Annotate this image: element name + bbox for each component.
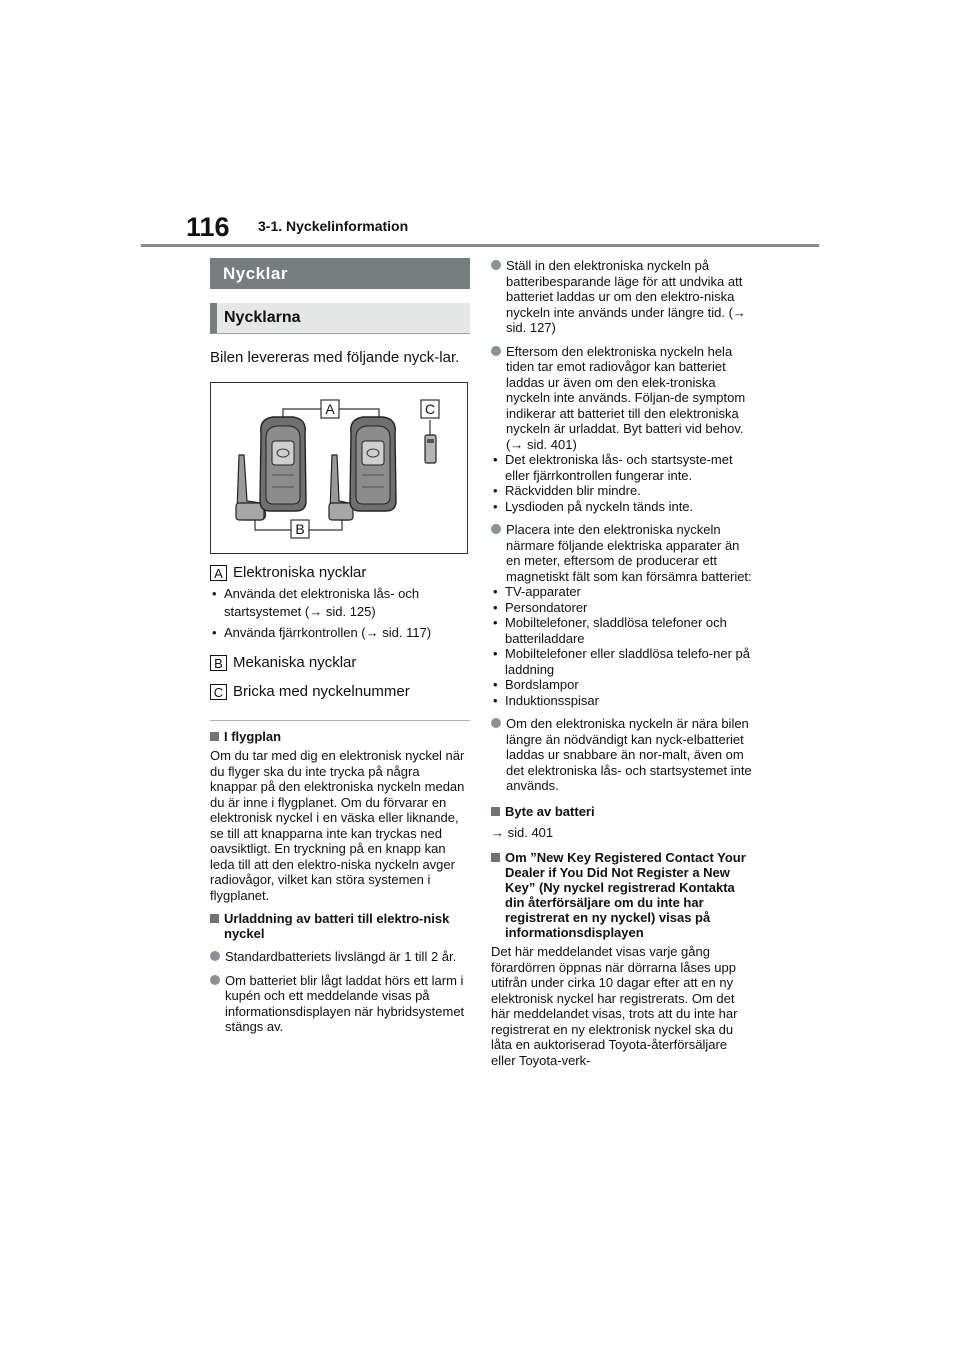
newkey-text: Det här meddelandet visas varje gång förardörren öppnas när dörrarna låses upp utifrån under cirka 10 dagar efter att en ny elektronisk nyckel har registrerats. Om det här meddelandet visas, trots att du inte har registrerat en ny elektronisk nyckel ska du låta en auktoriserad Toyota-återförsäljare eller Toyota-verk- xyxy=(491,944,738,1068)
circle-bullet-icon xyxy=(491,524,501,534)
electronic-key-left xyxy=(260,417,306,511)
label-b xyxy=(291,520,309,538)
legend-letter-c: C xyxy=(210,684,227,700)
circle-bullet-icon xyxy=(491,346,501,356)
square-bullet-icon xyxy=(491,807,500,816)
legend-b xyxy=(210,654,470,671)
key-number-plate xyxy=(425,435,436,463)
electronic-key-right xyxy=(350,417,396,511)
list-item: • Använda det elektroniska lås- och startsystemet (→ sid. 125) xyxy=(210,585,470,621)
list-item: • Persondatorer xyxy=(491,600,753,616)
list-item: • Mobiltelefoner eller sladdlösa telefo-ner på laddning xyxy=(491,646,753,677)
byte-heading: Byte av batteri xyxy=(491,804,753,819)
list-item: Om batteriet blir lågt laddat hörs ett larm i kupén och ett meddelande visas på informationsdisplayen när hybridsystemet stängs av. xyxy=(210,973,470,1035)
list-item: • Bordslampor xyxy=(491,677,753,693)
circle-bullet-icon xyxy=(491,260,501,270)
intro-text: Bilen levereras med följande nyck-lar. xyxy=(210,349,460,366)
circle-bullet-icon xyxy=(210,951,220,961)
square-bullet-icon xyxy=(210,914,219,923)
page-number: 116 xyxy=(186,212,230,242)
legend-text-c: Bricka med nyckelnummer xyxy=(233,683,410,700)
list-item: • Använda fjärrkontrollen (→ sid. 117) xyxy=(210,624,470,642)
byte-ref: → sid. 401 xyxy=(491,824,554,840)
legend-text-a: Elektroniska nycklar xyxy=(233,564,367,581)
square-bullet-icon xyxy=(491,853,500,862)
mechanical-key-right xyxy=(329,455,353,520)
left-column xyxy=(210,258,470,1035)
list-item: • Det elektroniska lås- och startsyste-met eller fjärrkontrollen fungerar inte. xyxy=(491,452,753,483)
chapter-title: 3-1. Nyckelinformation xyxy=(258,218,409,234)
flygplan-text: Om du tar med dig en elektronisk nyckel när du flyger ska du inte trycka på några knappar på den elektroniska nyckeln medan du är inne i flygplanet. Om du förvarar en elektronisk nyckel i en väska eller liknande, se till att knapparna inte kan tryckas ned oavsiktligt. En tryckning på en knapp kan leda till att den elektro-niska nyckeln avger radiovågor, vilket kan störa systemen i flygplanet. xyxy=(210,748,465,903)
list-item: Eftersom den elektroniska nyckeln hela tiden tar emot radiovågor kan batteriet laddas ur även om den elek-troniska nyckeln inte används. Följan-de symptom indikerar att batteriet till den elektroniska nyckeln är urladdat. Byt batteri vid behov. (→ sid. 401) xyxy=(491,344,753,453)
list-item: Ställ in den elektroniska nyckeln på batteribesparande läge för att undvika att batteriet laddas ur om den elektro-niska nyckeln inte används under längre tid. (→ sid. 127) xyxy=(491,258,753,336)
list-item: • Mobiltelefoner, sladdlösa telefoner och batteriladdare xyxy=(491,615,753,646)
list-item: • Lysdioden på nyckeln tänds inte. xyxy=(491,499,753,515)
legend-c xyxy=(210,683,470,700)
legend-a-bullets xyxy=(210,585,470,642)
circle-bullet-icon xyxy=(210,975,220,985)
legend-letter-b: B xyxy=(210,655,227,671)
legend-a xyxy=(210,564,470,642)
legend-text-b: Mekaniska nycklar xyxy=(233,654,357,671)
legend-letter-a: A xyxy=(210,565,227,581)
list-item: Standardbatteriets livslängd är 1 till 2 år. xyxy=(210,949,470,965)
list-item: • TV-apparater xyxy=(491,584,753,600)
list-item: Placera inte den elektroniska nyckeln närmare följande elektriska apparater än en meter, eftersom de producerar ett magnetiskt fält som kan försämra batteriet: xyxy=(491,522,753,584)
svg-text:B: B xyxy=(295,521,305,537)
list-item: • Induktionsspisar xyxy=(491,693,753,709)
circle-bullet-icon xyxy=(491,718,501,728)
right-column xyxy=(491,258,753,1068)
urladdning-heading: Urladdning av batteri till elektro-nisk nyckel xyxy=(210,911,470,941)
divider xyxy=(210,720,470,721)
header-rule xyxy=(141,244,819,247)
svg-text:A: A xyxy=(325,401,335,417)
svg-text:C: C xyxy=(424,401,436,417)
newkey-heading: Om ”New Key Registered Contact Your Dealer if You Did Not Register a New Key” (Ny nyckel registrerad Kontakta din återförsäljare om du inte har registrerat en ny nyckel) visas på informationsdisplayen xyxy=(491,850,753,940)
list-item: Om den elektroniska nyckeln är nära bilen längre än nödvändigt kan nyck-elbatteriet laddas ur snabbare än nor-malt, även om det elektroniska lås- och startsystemet inte används. xyxy=(491,716,753,794)
subsection-title: Nycklarna xyxy=(210,303,470,334)
appliance-list xyxy=(491,584,753,708)
flygplan-heading: I flygplan xyxy=(210,729,470,744)
square-bullet-icon xyxy=(210,732,219,741)
label-a xyxy=(321,400,339,418)
list-item: • Räckvidden blir mindre. xyxy=(491,483,753,499)
label-c xyxy=(421,400,439,418)
symptom-list xyxy=(491,452,753,514)
section-title: Nycklar xyxy=(210,258,470,289)
keys-figure xyxy=(210,382,468,554)
keys-illustration xyxy=(211,383,467,553)
